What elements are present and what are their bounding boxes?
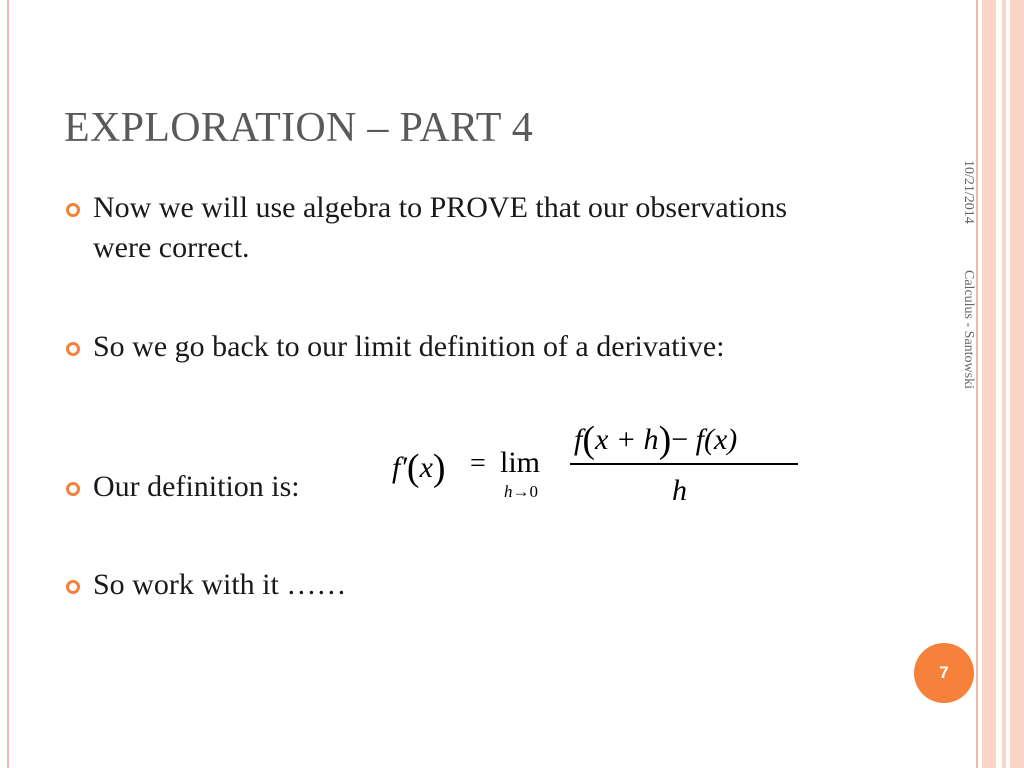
right-stripe-1: [982, 0, 996, 768]
bullet-item: [66, 565, 806, 605]
bullet-dot-icon: [66, 203, 80, 217]
footer-date: 10/21/2014: [961, 160, 976, 224]
bullet-item: [66, 188, 806, 268]
footer-course: Calculus - Santowski: [961, 270, 976, 389]
formula-equals: =: [470, 448, 486, 479]
bullet-text: Now we will use algebra to PROVE that our observations were correct.: [93, 191, 788, 264]
formula-lim: lim: [500, 446, 541, 479]
bullet-text: So we go back to our limit definition of a derivative:: [93, 330, 725, 363]
slide-title: EXPLORATION – PART 4: [64, 105, 534, 151]
formula-fraction-bar: [570, 463, 798, 465]
bullet-dot-icon: [66, 580, 80, 594]
right-stripe-3: [1010, 0, 1024, 768]
left-border: [7, 0, 9, 768]
right-border-stripes: [976, 0, 1024, 768]
bullet-item: [66, 327, 806, 367]
side-footer: [960, 160, 976, 460]
bullet-dot-icon: [66, 482, 80, 496]
bullet-dot-icon: [66, 342, 80, 356]
formula-lim-subscript: h→0: [504, 482, 538, 501]
right-stripe-thin: [976, 0, 978, 768]
formula-numerator: f(x + h)− f(x): [574, 419, 738, 461]
formula-denominator: h: [672, 474, 687, 507]
right-stripe-2: [1002, 0, 1006, 768]
page-number-badge: 7: [914, 643, 974, 703]
bullet-text: So work with it ……: [93, 568, 347, 601]
bullet-text: Our definition is:: [93, 470, 300, 503]
formula-lhs: f′(x): [392, 447, 446, 489]
derivative-formula: [392, 418, 812, 518]
